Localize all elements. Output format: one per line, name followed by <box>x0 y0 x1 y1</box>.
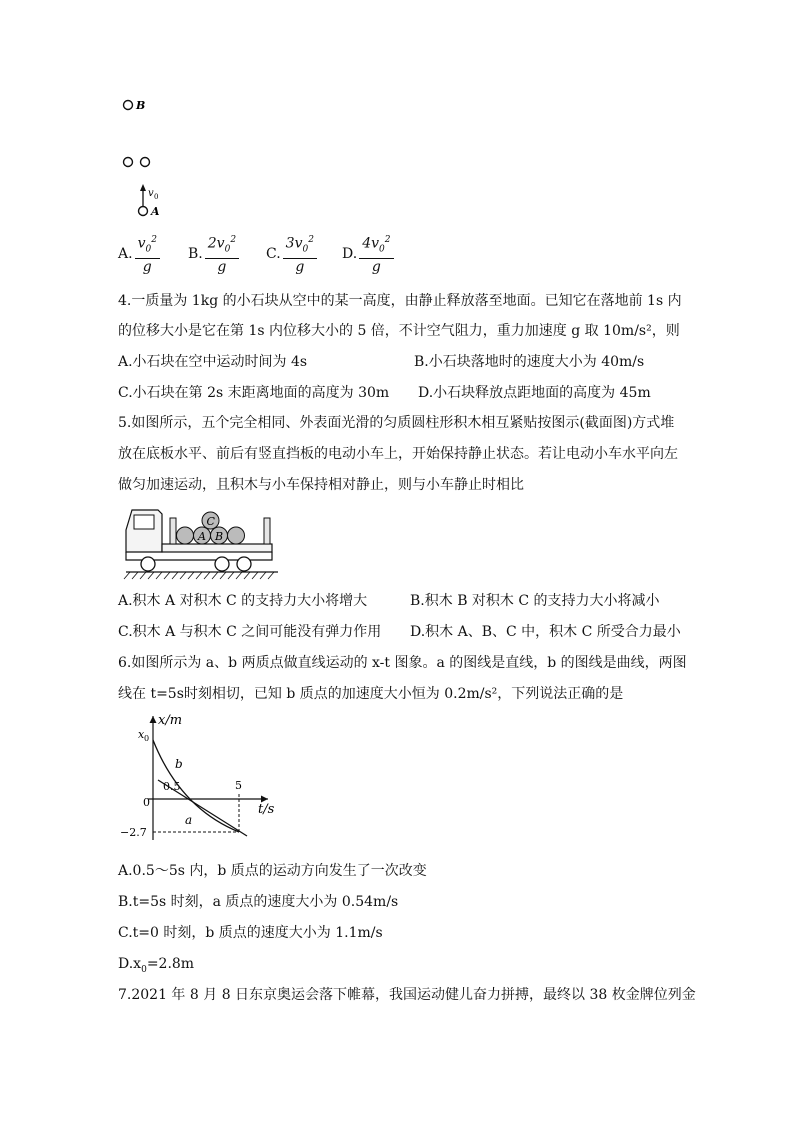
ground-hatch <box>124 572 274 579</box>
q6-option-a: A.0.5～5s 内，b 质点的运动方向发生了一次改变 <box>118 863 427 879</box>
label-b: B <box>136 99 146 112</box>
q5-stem-line3: 做匀加速运动，且积木与小车保持相对静止，则与小车静止时相比 <box>118 477 524 493</box>
q6-option-b: B.t=5s 时刻，a 质点的速度大小为 0.54m/s <box>118 894 399 910</box>
ball-a <box>139 207 148 216</box>
q6-xt-graph <box>118 710 288 850</box>
q6-stem-line2: 线在 t=5s时刻相切，已知 b 质点的加速度大小恒为 0.2m/s²，下列说法正确的是 <box>118 686 624 702</box>
q5-option-d: D.积木 A、B、C 中，积木 C 所受合力最小 <box>410 624 681 640</box>
t-tick-5: 5 <box>235 779 242 792</box>
q3-option-a: A. $\frac{v_0^2}{g}$ <box>118 232 160 276</box>
ball-left <box>124 158 133 167</box>
wheel-rear <box>237 557 251 571</box>
q6-option-d-post: =2.8m <box>146 956 195 972</box>
q5-option-a: A.积木 A 对积木 C 的支持力大小将增大 <box>118 593 368 609</box>
cylinder-left <box>177 527 194 544</box>
line-a <box>158 780 247 836</box>
q4-stem-line2: 的位移大小是它在第 1s 内位移大小的 5 倍，不计空气阻力，重力加速度 g 取 10m/s²，则 <box>118 323 680 339</box>
x-tick-neg-2-7: −2.7 <box>120 826 147 839</box>
x0-label-sub: 0 <box>144 734 150 743</box>
front-wall <box>170 518 176 544</box>
t-axis-label: t/s <box>258 802 275 817</box>
label-v0-sub: 0 <box>154 193 159 201</box>
q5-stem-line2: 放在底板水平、前后有竖直挡板的电动小车上，开始保持静止状态。若让电动小车水平向左 <box>118 446 678 462</box>
q4-option-d: D.小石块释放点距地面的高度为 45m <box>418 385 651 401</box>
x0-label: x <box>138 728 145 741</box>
q6-option-c: C.t=0 时刻，b 质点的速度大小为 1.1m/s <box>118 925 383 941</box>
q4-option-b: B.小石块落地时的速度大小为 40m/s <box>414 354 645 370</box>
q5-truck-figure <box>118 500 283 582</box>
q4-option-c: C.小石块在第 2s 末距离地面的高度为 30m <box>118 385 390 401</box>
q4-stem-line1: 4.一质量为 1kg 的小石块从空中的某一高度，由静止释放落至地面。已知它在落地前 1s 内 <box>118 293 682 309</box>
q5-option-b: B.积木 B 对积木 C 的支持力大小将减小 <box>410 593 660 609</box>
wheel-front <box>141 557 155 571</box>
ball-right <box>141 158 150 167</box>
q6-option-d-sub: 0 <box>141 964 147 975</box>
label-cyl-a: A <box>198 530 206 543</box>
ball-b <box>124 101 133 110</box>
q6-option-d <box>118 955 194 979</box>
q3-option-b: B. $\frac{2v_0^2}{g}$ <box>188 232 239 276</box>
q5-stem-line1: 5.如图所示，五个完全相同、外表面光滑的匀质圆柱形积木相互紧贴按图示(截面图)方式堆 <box>118 415 675 431</box>
truck-bed <box>162 544 272 552</box>
origin-label: 0 <box>143 796 150 809</box>
q3-option-c: C. $\frac{3v_0^2}{g}$ <box>266 232 317 276</box>
label-v0: v <box>148 188 154 199</box>
t-tick-0-5: 0.5 <box>163 780 181 793</box>
q4-option-a: A.小石块在空中运动时间为 4s <box>118 354 308 370</box>
q6-stem-line1: 6.如图所示为 a、b 两质点做直线运动的 x-t 图象。a 的图线是直线，b 的图线是曲线，两图 <box>118 655 687 671</box>
truck-window <box>134 515 154 529</box>
label-cyl-b: B <box>215 530 224 543</box>
wheel-mid <box>215 557 229 571</box>
velocity-arrowhead <box>140 184 146 191</box>
label-cyl-c: C <box>206 515 215 528</box>
q5-option-c: C.积木 A 与积木 C 之间可能没有弹力作用 <box>118 624 382 640</box>
curve-b-label: b <box>175 757 183 771</box>
q3-figure <box>112 92 182 222</box>
label-a: A <box>151 205 160 218</box>
q6-option-d-pre: D.x <box>118 956 142 972</box>
rear-wall <box>264 518 270 544</box>
x-axis-label: x/m <box>158 713 183 728</box>
line-a-label: a <box>185 813 193 827</box>
q7-stem-line1: 7.2021 年 8 月 8 日东京奥运会落下帷幕，我国运动健儿奋力拼搏，最终以 38 枚金牌位列金 <box>118 987 696 1003</box>
q3-option-d: D. $\frac{4v_0^2}{g}$ <box>342 232 394 276</box>
cylinder-right <box>228 527 245 544</box>
